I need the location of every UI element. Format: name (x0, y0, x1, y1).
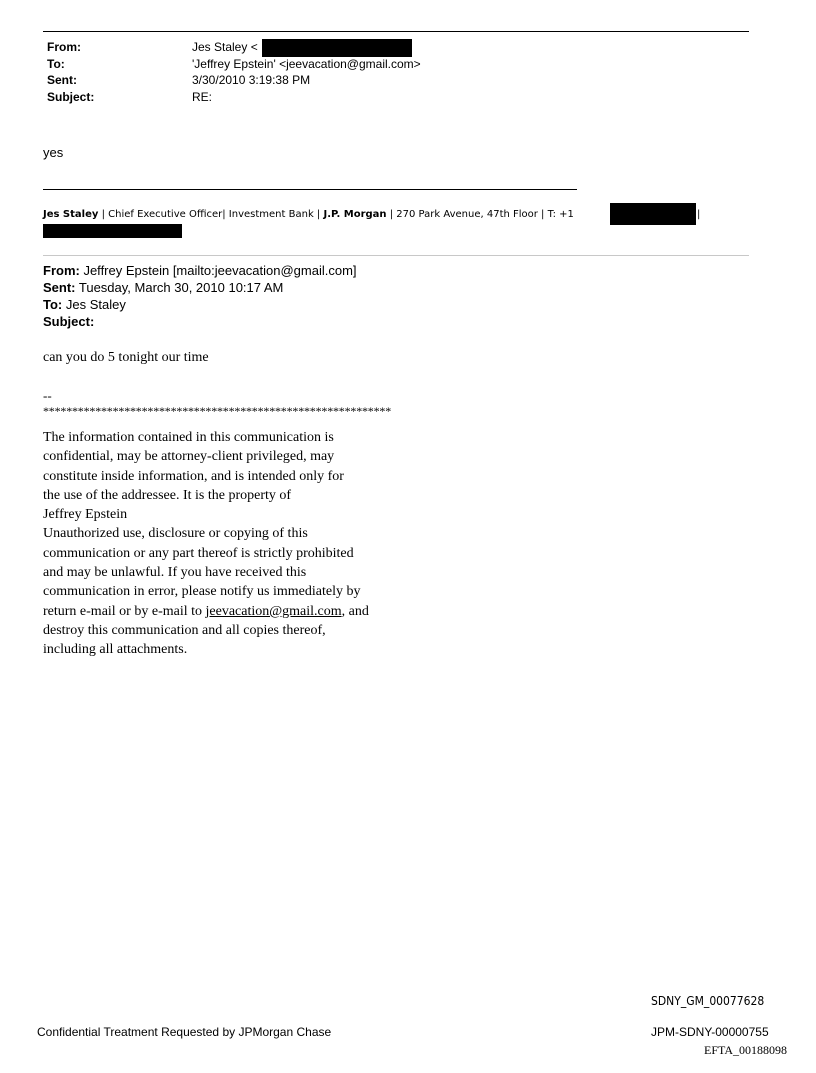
signature-part2: | 270 Park Avenue, 47th Floor | T: +1 (386, 209, 574, 220)
redaction-from-email (262, 39, 412, 57)
email-link[interactable]: jeevacation@gmail.com (205, 603, 342, 619)
forwarded-to-value: Jes Staley (62, 297, 126, 312)
disclaimer-line10-pre: return e-mail or by e-mail to (43, 603, 206, 619)
to-value: 'Jeffrey Epstein' <jeevacation@gmail.com> (192, 57, 421, 71)
disclaimer-dashes: -- (43, 388, 52, 403)
disclaimer-line: communication or any part thereof is strictly prohibited (43, 545, 354, 561)
signature-line (43, 209, 574, 220)
disclaimer-line10-post: , and (341, 603, 369, 619)
disclaimer-line: Unauthorized use, disclosure or copying of this (43, 526, 308, 542)
disclaimer-line: The information contained in this communication is (43, 430, 334, 445)
disclaimer-line: communication in error, please notify us immediately by (43, 584, 361, 600)
forwarded-from (43, 263, 357, 278)
disclaimer-line: including all attachments. (43, 642, 188, 658)
disclaimer-line: and may be unlawful. If you have received this (43, 565, 307, 581)
subject-value: RE: (192, 90, 213, 104)
forwarded-to-label: To: (43, 297, 63, 312)
sent-value: 3/30/2010 3:19:38 PM (192, 73, 311, 87)
subject-label: Subject: (47, 90, 95, 104)
bates-sdny-gm: SDNY_GM_00077628 (651, 994, 765, 1008)
disclaimer-line: constitute inside information, and is intended only for (43, 468, 344, 484)
disclaimer-text (43, 428, 369, 660)
forwarded-subject (43, 314, 94, 329)
signature-company: J.P. Morgan (323, 209, 387, 220)
forwarded-from-value: Jeffrey Epstein [mailto:jeevacation@gmail.com] (79, 263, 357, 278)
bates-efta: EFTA_00188098 (704, 1043, 788, 1057)
disclaimer-line (43, 602, 369, 621)
forwarded-from-label: From: (43, 263, 80, 278)
top-divider (43, 31, 749, 32)
forwarded-body: can you do 5 tonight our time (43, 350, 209, 365)
from-label: From: (47, 40, 81, 54)
reply-body: yes (43, 145, 64, 160)
forwarded-sent-label: Sent: (43, 280, 76, 295)
forwarded-sent (43, 280, 283, 295)
forwarded-sent-value: Tuesday, March 30, 2010 10:17 AM (75, 280, 284, 295)
to-label: To: (47, 57, 65, 71)
bates-jpm-sdny: JPM-SDNY-00000755 (651, 1025, 769, 1039)
signature-name: Jes Staley (43, 209, 99, 220)
redaction-signature-line2 (43, 224, 182, 238)
signature-end-bar: | (697, 209, 701, 220)
signature-divider (43, 189, 577, 190)
from-value-text: Jes Staley < (192, 40, 258, 54)
disclaimer-stars: ************************************************************ (43, 404, 392, 418)
disclaimer-line: Jeffrey Epstein (43, 507, 128, 523)
forwarded-divider (43, 255, 749, 256)
disclaimer-line: the use of the addressee. It is the property of (43, 487, 292, 503)
forwarded-to (43, 297, 126, 312)
disclaimer-line: destroy this communication and all copies thereof, (43, 622, 326, 638)
confidential-notice: Confidential Treatment Requested by JPMorgan Chase (37, 1025, 332, 1039)
disclaimer-line: confidential, may be attorney-client privileged, may (43, 449, 335, 465)
forwarded-subject-label: Subject: (43, 314, 95, 329)
signature-part1: | Chief Executive Officer| Investment Bank | (98, 209, 324, 220)
redaction-phone (610, 203, 696, 225)
sent-label: Sent: (47, 73, 77, 87)
